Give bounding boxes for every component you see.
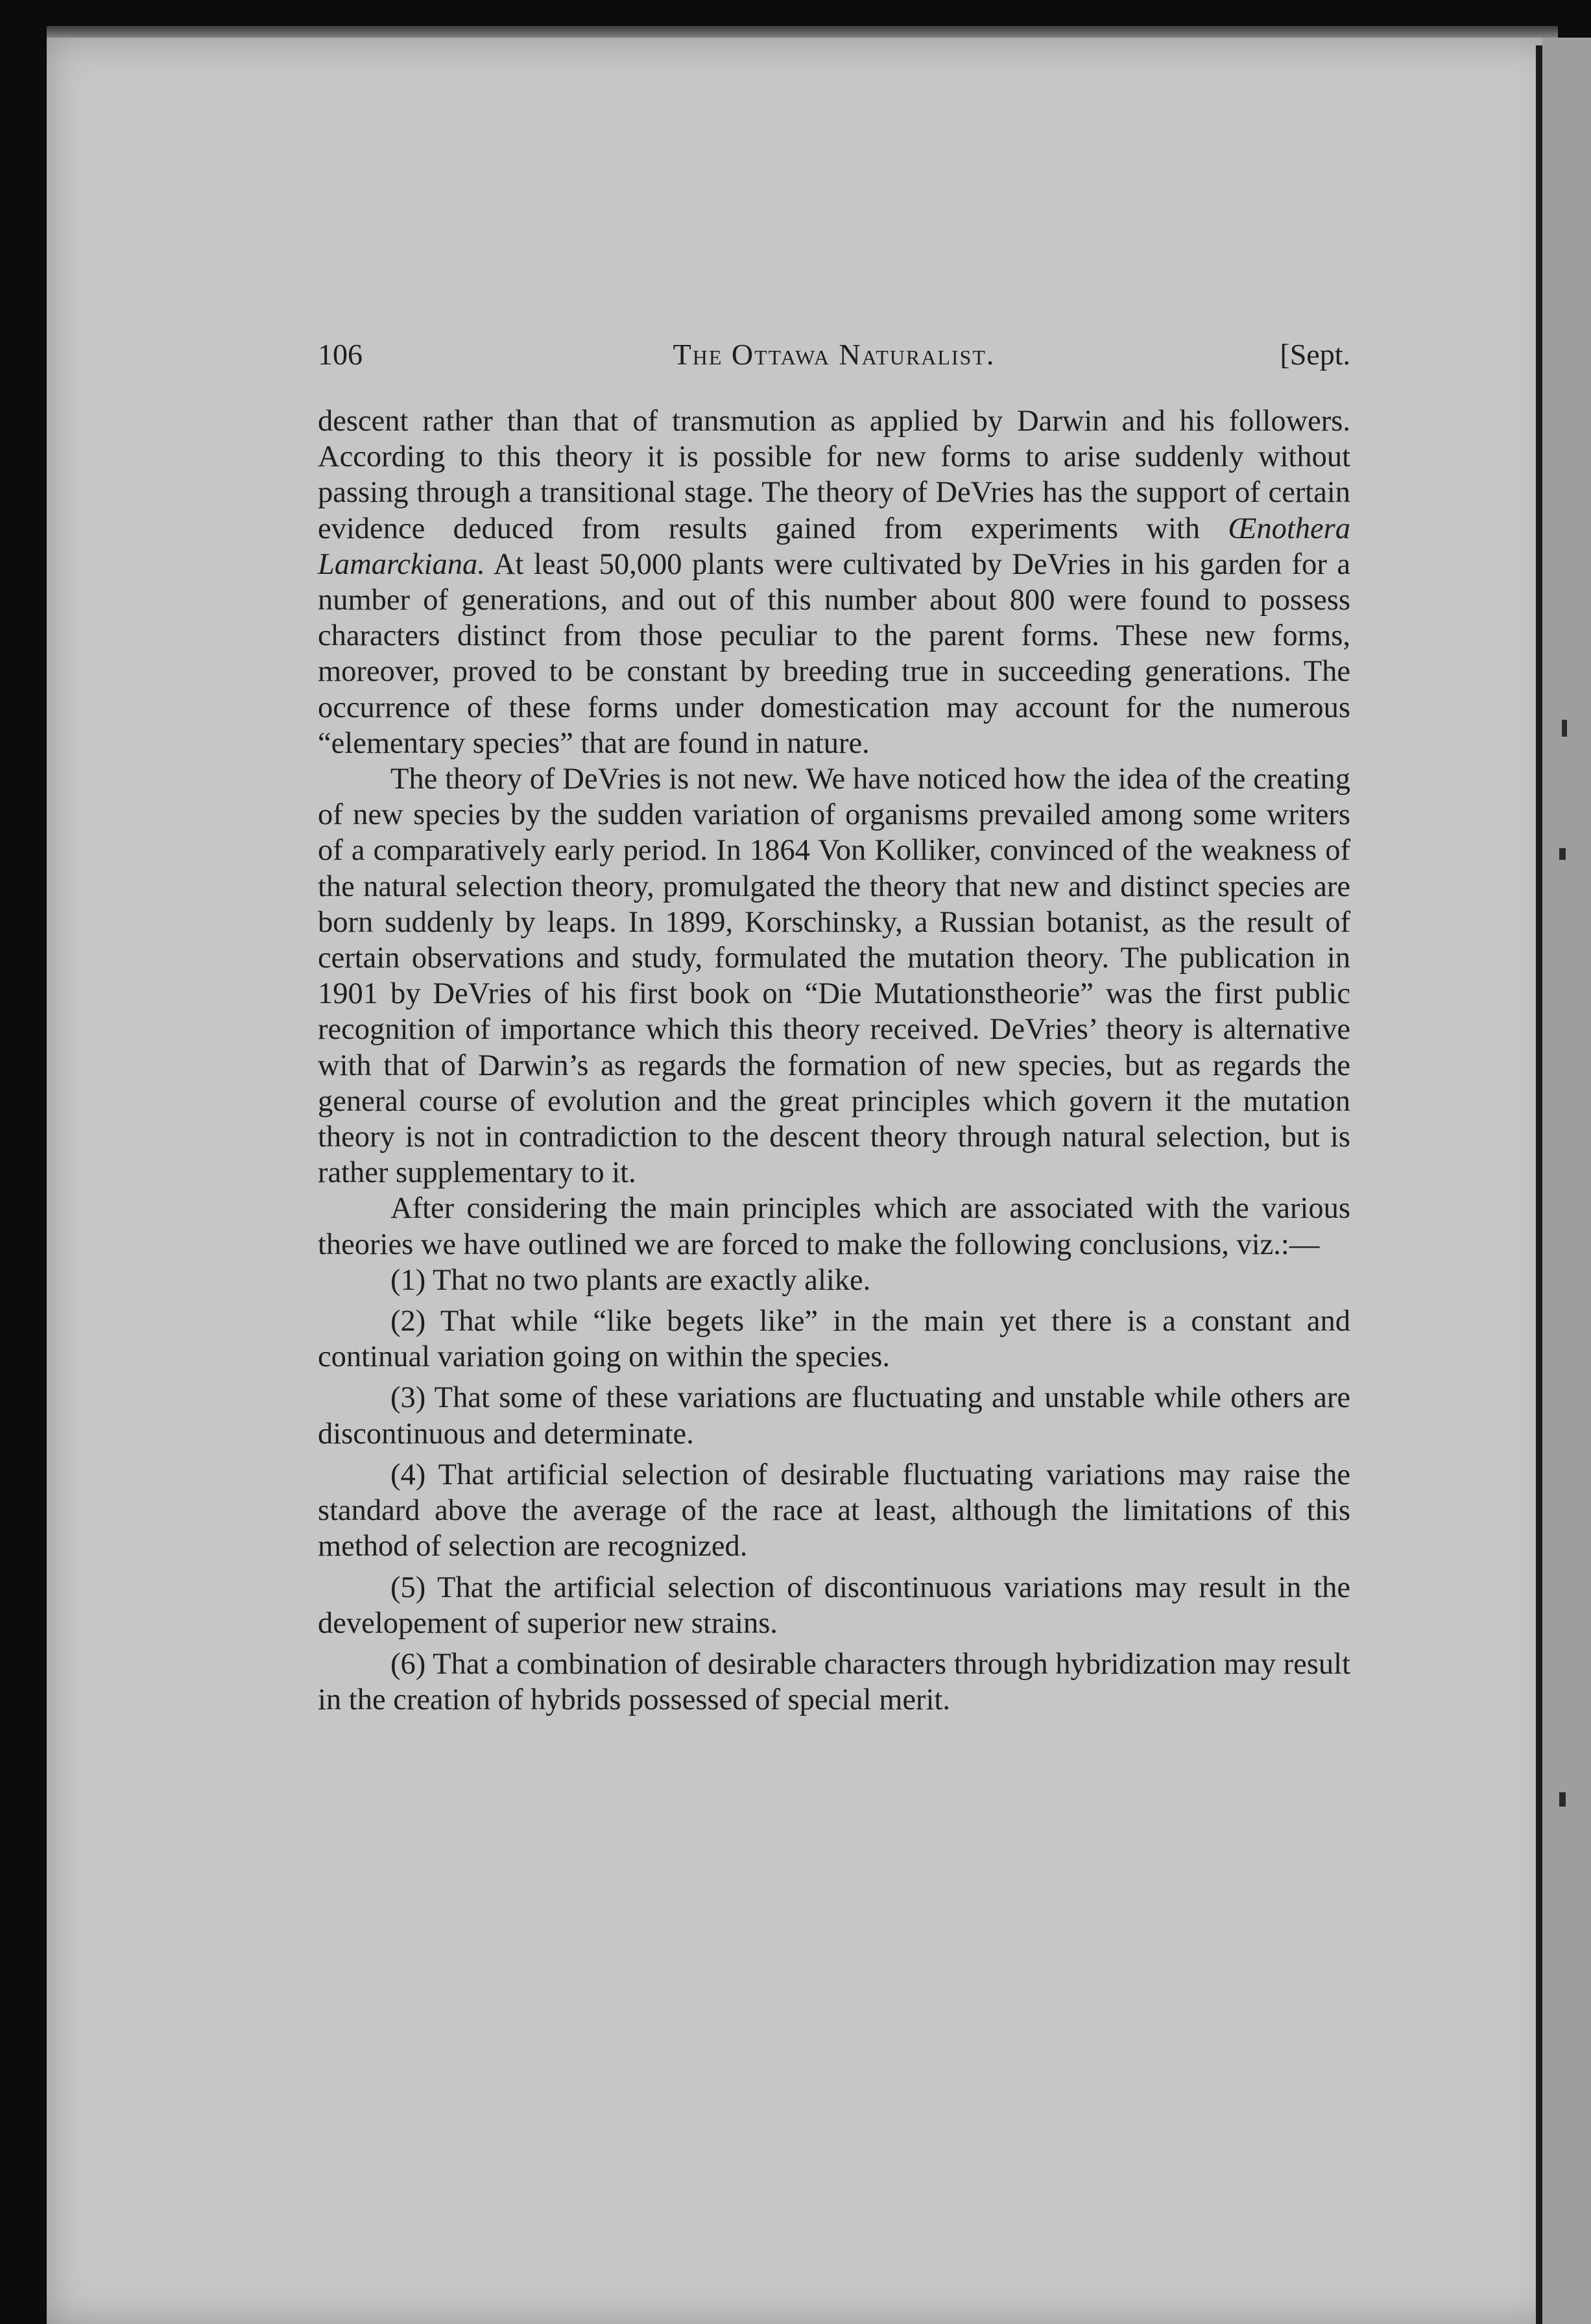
conclusion-item: (5) That the artificial selection of discontinuous variations may result in the developement of superior new strains. bbox=[318, 1571, 1350, 1640]
section-label: [Sept. bbox=[1280, 338, 1350, 371]
running-head bbox=[318, 337, 1350, 376]
paragraph: After considering the main principles which are associated with the various theories we have outlined we are forced to make the following conclusions, viz.:— bbox=[318, 1192, 1350, 1261]
species-name: Œnothera Lamarckiana. bbox=[318, 512, 1350, 581]
conclusion-item: (2) That while “like begets like” in the main yet there is a constant and continual variation going on within the species. bbox=[318, 1305, 1350, 1374]
paragraph: The theory of DeVries is not new. We have noticed how the idea of the creating of new species by the sudden variation of organisms prevailed among some writers of a comparatively early period. In 1864 Von Kolliker, convinced of the weakness of the natural selection theory, promulgated the theory that new and distinct species are born suddenly by leaps. In 1899, Korschinsky, a Russian botanist, as the result of certain observations and study, formulated the mutation theory. The publication in 1901 by DeVries of his first book on “Die Mutationstheorie” was the first public recognition of importance which this theory received. DeVries’ theory is alternative with that of Darwin’s as regards the formation of new species, but as regards the general course of evolution and the great principles which govern it the mutation theory is not in contradiction to the descent theory through natural selection, but is rather supplementary to it. bbox=[318, 763, 1350, 1190]
binding-shadow bbox=[1536, 45, 1542, 2324]
conclusion-item: (6) That a combination of desirable characters through hybridization may result in the creation of hybrids possessed of special merit. bbox=[318, 1647, 1350, 1717]
page-content bbox=[318, 337, 1350, 1718]
binding-mark bbox=[1559, 1792, 1566, 1807]
page-number: 106 bbox=[318, 338, 363, 371]
binding-mark bbox=[1559, 848, 1566, 860]
adjacent-page-strip bbox=[1542, 38, 1591, 2324]
conclusion-item: (4) That artificial selection of desirable fluctuating variations may raise the standard above the average of the race at least, although the limitations of this method of selection are recognized. bbox=[318, 1458, 1350, 1563]
journal-title: The Ottawa Naturalist. bbox=[673, 338, 996, 371]
conclusion-item: (3) That some of these variations are fluctuating and unstable while others are discontinuous and determinate. bbox=[318, 1381, 1350, 1451]
conclusion-item: (1) That no two plants are exactly alike. bbox=[390, 1263, 871, 1297]
paragraph: descent rather than that of transmution as applied by Darwin and his followers. According to this theory it is possible for new forms to arise suddenly without passing through a transitional stage. The theory of DeVries has the support of certain evidence deduced from results gained from experiments with Œnothera Lamarckiana. At least 50,000 plants were cultivated by DeVries in his garden for a number of generations, and out of this number about 800 were found to possess characters distinct from those peculiar to the parent forms. These new forms, moreover, proved to be constant by breeding true in succeeding generations. The occurrence of these forms under domestication may account for the numerous “elementary species” that are found in nature. bbox=[318, 405, 1350, 760]
binding-mark bbox=[1562, 720, 1567, 737]
article-body bbox=[318, 403, 1350, 1718]
